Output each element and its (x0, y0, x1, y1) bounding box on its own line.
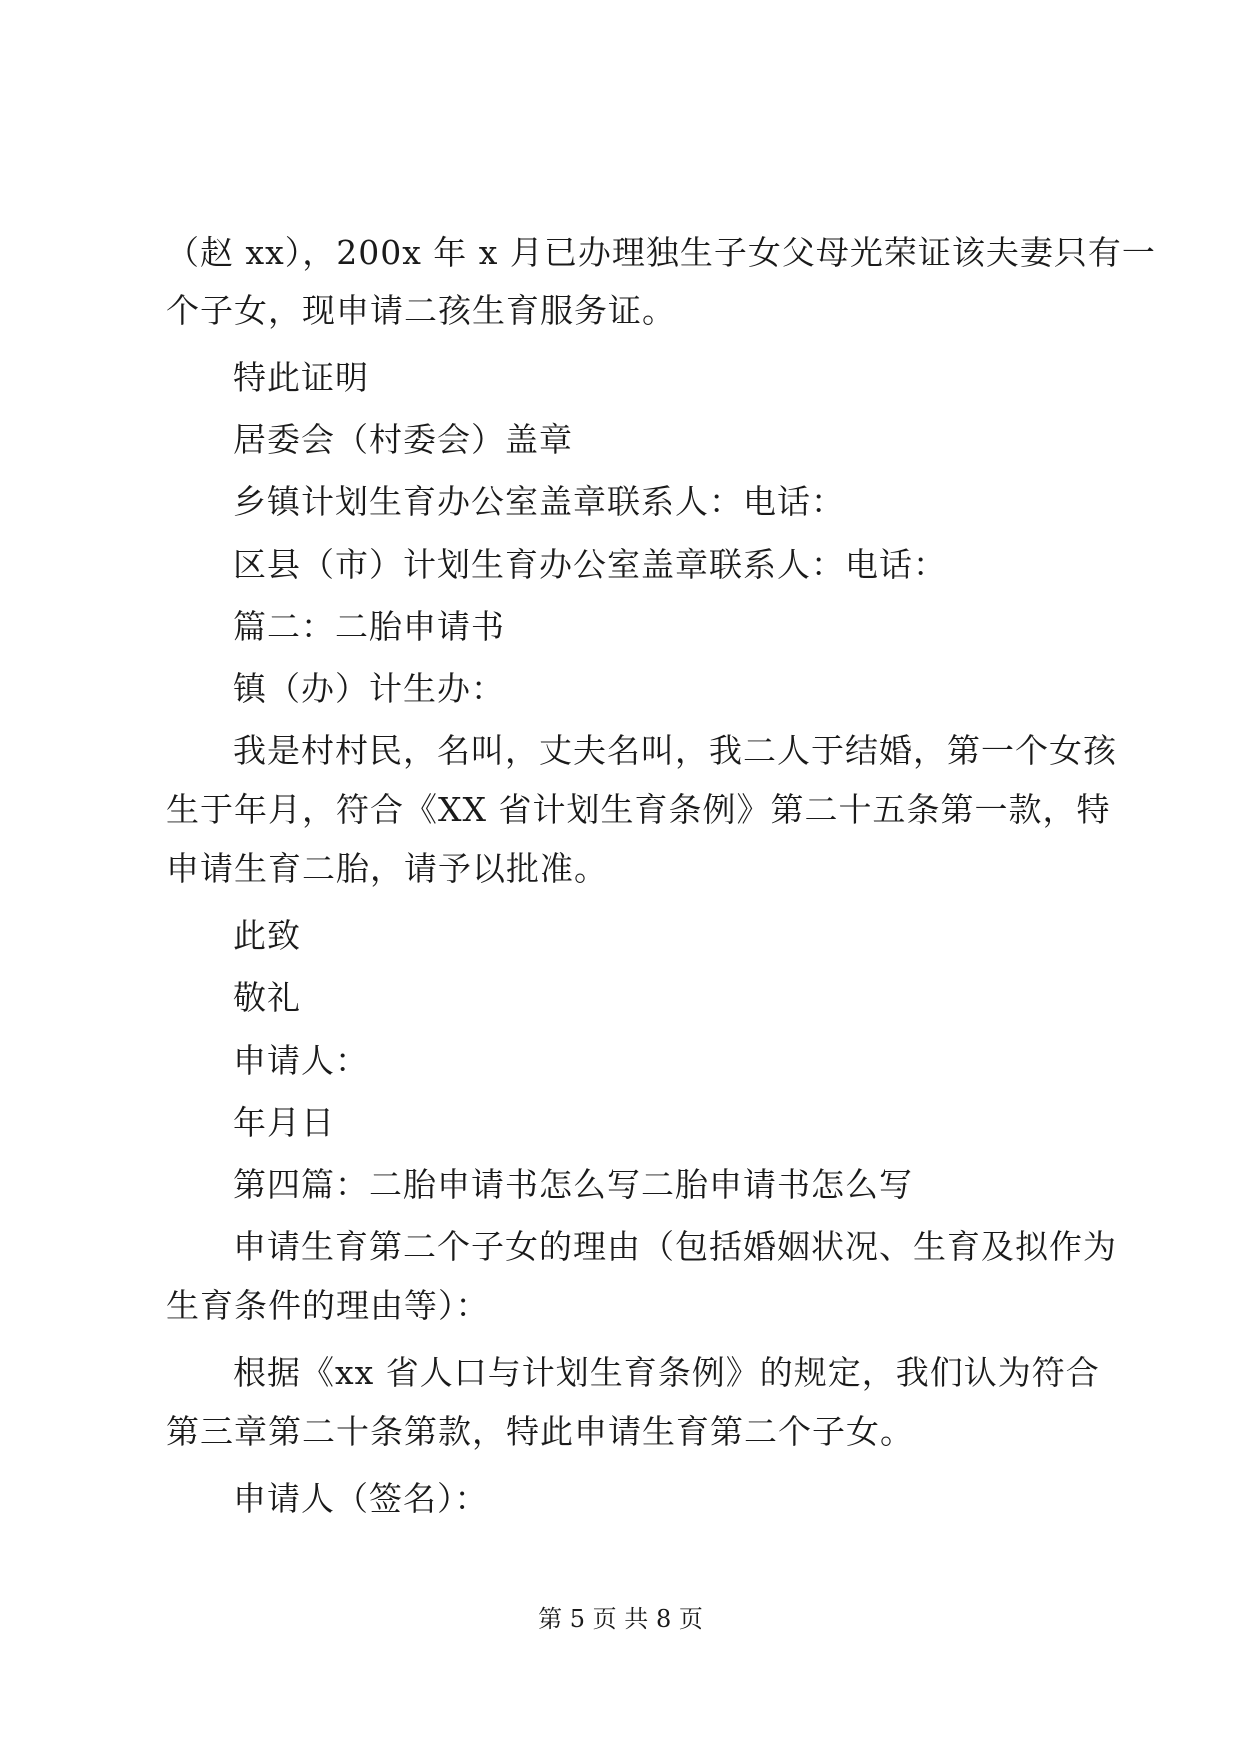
body-text-line: 镇（办）计生办： (233, 669, 505, 708)
page-number-footer: 第 5 页 共 8 页 (538, 1605, 703, 1633)
body-text-line: 特此证明 (233, 358, 369, 397)
body-text-line: 申请生育二胎，请予以批准。 (166, 849, 608, 888)
body-text-line: 申请人（签名）： (233, 1479, 489, 1518)
body-text-line: 乡镇计划生育办公室盖章联系人：电话： (233, 482, 845, 521)
body-text-line: 生于年月，符合《XX 省计划生育条例》第二十五条第一款，特 (166, 790, 1111, 829)
body-text-line: 个子女，现申请二孩生育服务证。 (166, 291, 676, 330)
body-text-line: 生育条件的理由等）： (166, 1286, 490, 1325)
body-text-line: 我是村村民，名叫，丈夫名叫，我二人于结婚，第一个女孩 (233, 731, 1117, 770)
body-text-line: 第三章第二十条第款，特此申请生育第二个子女。 (166, 1412, 914, 1451)
body-text-line: 区县（市）计划生育办公室盖章联系人：电话： (233, 545, 947, 584)
section-heading: 第四篇：二胎申请书怎么写二胎申请书怎么写 (233, 1165, 913, 1204)
body-text-line: （赵 xx），200x 年 x 月已办理独生子女父母光荣证该夫妻只有一 (166, 233, 1156, 272)
section-heading: 篇二：二胎申请书 (233, 607, 505, 646)
body-text-line: 居委会（村委会）盖章 (233, 420, 573, 459)
body-text-line: 敬礼 (233, 978, 301, 1017)
body-text-line: 此致 (233, 916, 301, 955)
body-text-line: 申请生育第二个子女的理由（包括婚姻状况、生育及拟作为 (233, 1227, 1117, 1266)
body-text-line: 根据《xx 省人口与计划生育条例》的规定，我们认为符合 (233, 1353, 1100, 1392)
body-text-line: 年月日 (233, 1103, 335, 1142)
body-text-line: 申请人： (233, 1041, 369, 1080)
